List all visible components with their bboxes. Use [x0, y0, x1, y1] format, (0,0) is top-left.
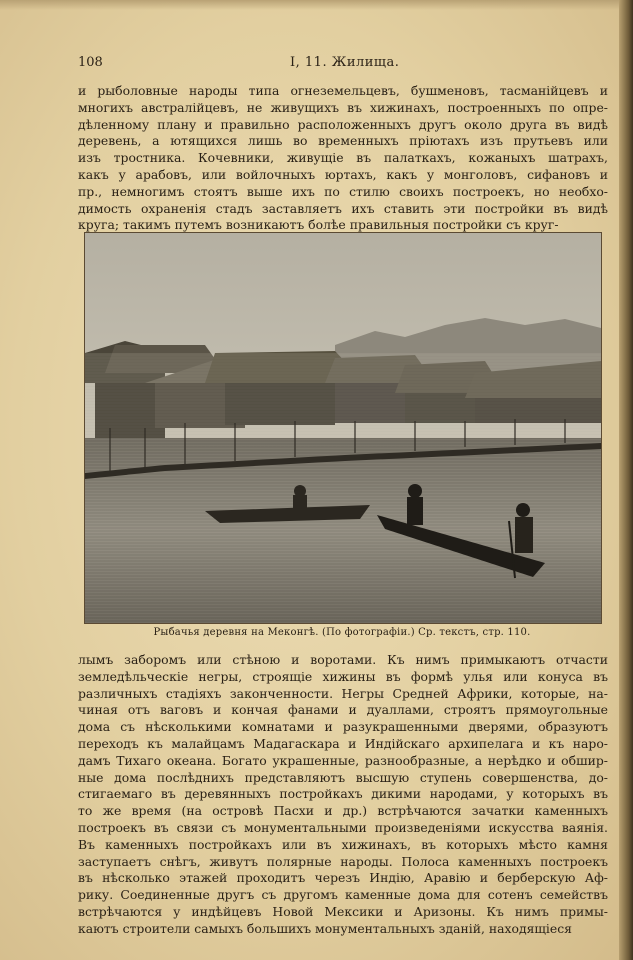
- text-line: изъ тростника. Кочевники, живущіе въ палаткахъ, кожаныхъ шатрахъ,: [78, 150, 608, 166]
- text-line: круга; такимъ путемъ возникаютъ болѣе правильныя постройки съ круг-: [78, 217, 559, 233]
- text-line: деревень, а ютящихся лишь во временныхъ пріютахъ изъ прутьевъ или: [78, 133, 608, 149]
- page-number: 108: [78, 55, 103, 70]
- text-line: встрѣчаются у индѣйцевъ Новой Мексики и Аризоны. Къ нимъ примы-: [78, 903, 608, 919]
- text-line: пр., немногимъ стоятъ выше ихъ по стилю своихъ построекъ, но необхо-: [78, 183, 608, 199]
- text-line: рику. Соединенные другъ съ другомъ каменные дома для сотенъ семействъ: [78, 887, 608, 903]
- text-line: каютъ строители самыхъ большихъ монументальныхъ зданій, находящіеся: [78, 920, 572, 936]
- figure-caption: Рыбачья деревня на Меконгѣ. (По фотографіи.) Ср. текстъ, стр. 110.: [153, 627, 531, 638]
- text-line: какъ у арабовъ, или войлочныхъ юртахъ, какъ у монголовъ, сифановъ и: [78, 166, 608, 182]
- text-line: различныхъ стадіяхъ законченности. Негры Средней Африки, которые, на-: [78, 685, 608, 701]
- text-line: чиная отъ ваговъ и кончая фанами и дуаллами, строятъ прямоугольные: [78, 702, 608, 718]
- text-line: переходъ къ малайцамъ Мадагаскара и Индійскаго архипелага и къ наро-: [78, 735, 608, 751]
- text-line: ные дома послѣднихъ представляютъ высшую ступень совершенства, до-: [78, 769, 608, 785]
- text-line: и рыболовные народы типа огнеземельцевъ, бушменовъ, тасманійцевъ и: [78, 83, 608, 98]
- text-line: многихъ австралійцевъ, не живущихъ въ хижинахъ, построенныхъ по опре-: [78, 99, 608, 115]
- text-line: стигаемаго въ деревянныхъ постройкахъ дикими народами, у которыхъ въ: [78, 786, 608, 802]
- text-line: въ нѣсколько этажей проходитъ черезъ Индію, Аравію и берберскую Аф-: [78, 870, 608, 886]
- book-spine-edge: [619, 0, 633, 960]
- mekong-village-engraving: [85, 233, 601, 623]
- figure-illustration: [84, 232, 602, 624]
- running-title: I, 11. Жилища.: [290, 55, 400, 70]
- text-line: заступаетъ снѣгъ, живутъ полярные народы. Полоса каменныхъ построекъ: [78, 853, 608, 869]
- text-line: дома съ нѣсколькими комнатами и разукрашенными дверями, образуютъ: [78, 719, 608, 735]
- text-line: то же время (на островѣ Пасхи и др.) встрѣчаются зачатки каменныхъ: [78, 803, 608, 819]
- stilt-houses: [85, 341, 601, 438]
- page-header: [78, 55, 578, 71]
- text-line: построекъ въ связи съ монументальными произведеніями искусства ваянія.: [78, 819, 608, 835]
- text-line: дамъ Тихаго океана. Богато украшенные, разнообразные, а нерѣдко и обшир-: [78, 752, 608, 768]
- text-line: димость охраненія стадъ заставляетъ ихъ ставить эти постройки въ видѣ: [78, 200, 608, 216]
- text-line: земледѣльческіе негры, строящіе хижины въ формѣ улья или конуса въ: [78, 668, 608, 684]
- paragraph-bottom: [78, 652, 608, 938]
- text-line: лымъ заборомъ или стѣною и воротами. Къ нимъ примыкаютъ отчасти: [78, 652, 608, 667]
- paragraph-top: [78, 83, 608, 234]
- text-line: дѣленному плану и правильно расположенныхъ другъ около друга въ видѣ: [78, 116, 608, 132]
- text-line: Въ каменныхъ постройкахъ или въ хижинахъ, въ которыхъ мѣсто камня: [78, 836, 608, 852]
- page-top-shadow: [0, 0, 633, 10]
